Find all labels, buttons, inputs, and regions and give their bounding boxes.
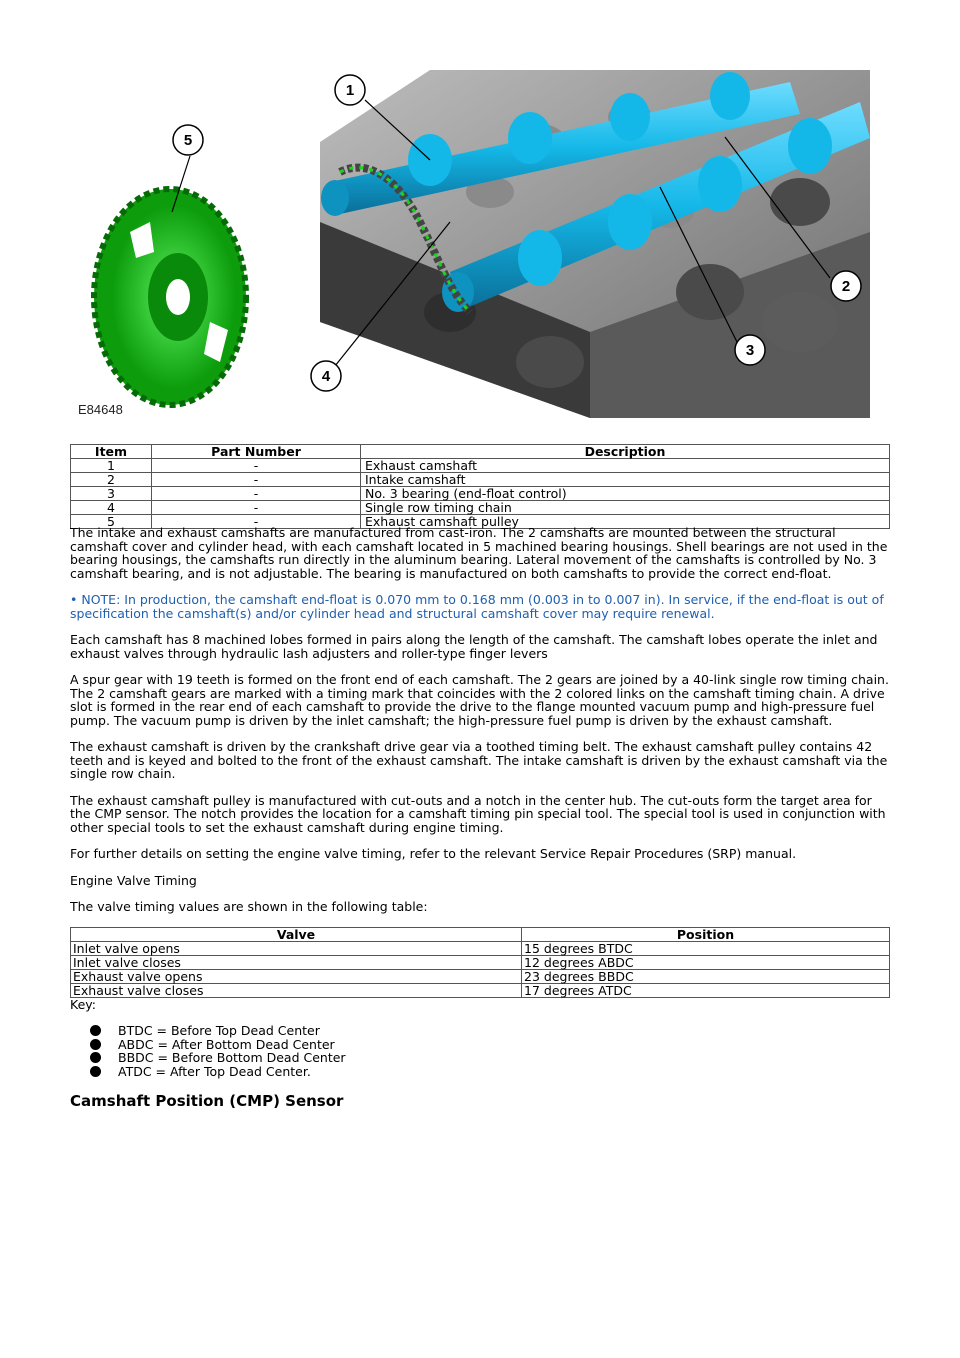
figure-code: E84648 <box>78 402 123 417</box>
description-cell: No. 3 bearing (end-float control) <box>361 487 890 501</box>
callout-2 <box>831 271 861 301</box>
position-cell: 12 degrees ABDC <box>522 955 890 969</box>
note-end-float: • NOTE: In production, the camshaft end-float is 0.070 mm to 0.168 mm (0.003 in to 0.007 in). In service, if the end-float is out of specification the camshaft(s) and/or cylinder head and structural camshaft cover may require renewal. <box>70 592 884 621</box>
item-cell: 3 <box>71 487 152 501</box>
valve-cell: Inlet valve closes <box>71 955 522 969</box>
parts-table <box>70 444 890 529</box>
exhaust-camshaft-pulley <box>94 189 246 405</box>
callout-5 <box>173 125 203 155</box>
engine-camshaft-figure <box>70 62 890 422</box>
callout-1 <box>335 75 365 105</box>
paragraph-valve-table-intro: The valve timing values are shown in the following table: <box>70 899 428 914</box>
paragraph-camshaft-construction: The intake and exhaust camshafts are manufactured from cast-iron. The 2 camshafts are mounted between the structural camshaft cover and cylinder head, with each camshaft located in 5 machined bearing housings. Shell bearings are not used in the bearing housings, the camshafts run directly in the aluminum bearing. Lateral movement of the camshafts is controlled by No. 3 camshaft bearing, and is not adjustable. The bearing is manufactured on both camshafts to provide the correct end-float. <box>70 525 888 581</box>
list-item: BBDC = Before Bottom Dead Center <box>90 1051 890 1065</box>
valve-timing-table <box>70 927 890 998</box>
part-number-cell: - <box>152 459 361 473</box>
position-cell: 17 degrees ATDC <box>522 983 890 997</box>
paragraph-spur-gear: A spur gear with 19 teeth is formed on the front end of each camshaft. The 2 gears are joined by a 40-link single row timing chain. The 2 camshaft gears are marked with a timing mark that coincides with the 2 colored links on the camshaft timing chain. A drive slot is formed in the rear end of each camshaft to provide the drive to the flange mounted vacuum pump and high-pressure fuel pump. The vacuum pump is driven by the inlet camshaft; the high-pressure fuel pump is driven by the exhaust camshaft. <box>70 672 889 728</box>
valve-table-header-row <box>71 927 890 941</box>
subheading-valve-timing: Engine Valve Timing <box>70 872 197 888</box>
camshaft-illustration <box>70 62 890 422</box>
position-cell: 23 degrees BBDC <box>522 969 890 983</box>
table-row <box>71 459 890 473</box>
table-row <box>71 941 890 955</box>
part-number-cell: - <box>152 501 361 515</box>
svg-text:1: 1 <box>345 82 355 99</box>
description-cell: Exhaust camshaft pulley <box>361 515 890 529</box>
part-number-cell: - <box>152 487 361 501</box>
table-row <box>71 969 890 983</box>
valve-cell: Exhaust valve opens <box>71 969 522 983</box>
part-number-cell: - <box>152 473 361 487</box>
parts-table-header-row <box>71 445 890 459</box>
part-number-cell: - <box>152 515 361 529</box>
callout-3 <box>735 335 765 365</box>
item-cell: 4 <box>71 501 152 515</box>
key-list <box>70 1024 890 1078</box>
header-part-number: Part Number <box>152 445 361 459</box>
header-description: Description <box>361 445 890 459</box>
table-row <box>71 487 890 501</box>
valve-cell: Inlet valve opens <box>71 941 522 955</box>
item-cell: 5 <box>71 515 152 529</box>
svg-text:2: 2 <box>841 278 851 295</box>
header-valve: Valve <box>71 927 522 941</box>
description-cell: Intake camshaft <box>361 473 890 487</box>
paragraph-srp-reference: For further details on setting the engine valve timing, refer to the relevant Service Repair Procedures (SRP) manual. <box>70 846 797 861</box>
svg-text:4: 4 <box>321 368 331 385</box>
key-label: Key: <box>70 996 96 1012</box>
list-item: ABDC = After Bottom Dead Center <box>90 1038 890 1052</box>
table-row <box>71 473 890 487</box>
header-position: Position <box>522 927 890 941</box>
description-cell: Exhaust camshaft <box>361 459 890 473</box>
svg-text:3: 3 <box>745 342 755 359</box>
position-cell: 15 degrees BTDC <box>522 941 890 955</box>
list-item: BTDC = Before Top Dead Center <box>90 1024 890 1038</box>
callout-4 <box>311 361 341 391</box>
section-heading-cmp-sensor: Camshaft Position (CMP) Sensor <box>70 1092 344 1110</box>
paragraph-camshaft-lobes: Each camshaft has 8 machined lobes formed in pairs along the length of the camshaft. The camshaft lobes operate the inlet and exhaust valves through hydraulic lash adjusters and roller-type finger levers <box>70 632 878 661</box>
valve-cell: Exhaust valve closes <box>71 983 522 997</box>
svg-text:5: 5 <box>183 132 193 149</box>
paragraph-pulley-cutouts: The exhaust camshaft pulley is manufactured with cut-outs and a notch in the center hub. The cut-outs form the target area for the CMP sensor. The notch provides the location for a camshaft timing pin special tool. The special tool is used in conjunction with other special tools to set the exhaust camshaft during engine timing. <box>70 792 886 835</box>
table-row <box>71 983 890 997</box>
description-cell: Single row timing chain <box>361 501 890 515</box>
item-cell: 2 <box>71 473 152 487</box>
header-item: Item <box>71 445 152 459</box>
paragraph-exhaust-drive: The exhaust camshaft is driven by the crankshaft drive gear via a toothed timing belt. The exhaust camshaft pulley contains 42 teeth and is keyed and bolted to the front of the exhaust camshaft. The intake camshaft is driven by the exhaust camshaft via the single row chain. <box>70 739 888 781</box>
document-body <box>70 526 890 1110</box>
table-row <box>71 501 890 515</box>
item-cell: 1 <box>71 459 152 473</box>
list-item: ATDC = After Top Dead Center. <box>90 1065 890 1079</box>
table-row <box>71 955 890 969</box>
